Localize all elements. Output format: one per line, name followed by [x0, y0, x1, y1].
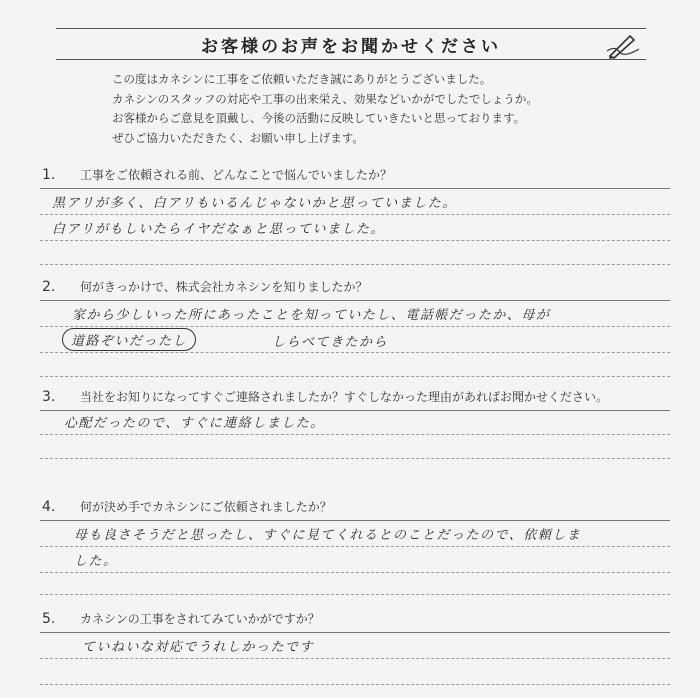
question-1	[40, 166, 670, 266]
answer-line: 黒アリが多く、白アリもいるんじゃないかと思っていました。	[52, 196, 457, 211]
intro-text	[112, 70, 672, 148]
question-3	[40, 388, 670, 468]
pen-icon	[606, 31, 640, 59]
answer-line: 白アリがもしいたらイヤだなぁと思っていました。	[52, 222, 385, 237]
answer-line: した。	[74, 554, 118, 569]
intro-line: ぜひご協力いただきたく、お願い申し上げます。	[112, 130, 364, 145]
intro-line: カネシンのスタッフの対応や工事の出来栄え、効果などいかがでしたでしょうか。	[112, 91, 538, 106]
question-text: 当社をお知りになってすぐご連絡されましたか？すぐしなかった理由があればお聞かせください。	[80, 390, 609, 404]
question-text: カネシンの工事をされてみていかがですか？	[80, 612, 320, 626]
question-5	[40, 610, 670, 694]
question-number: 5.	[42, 611, 56, 627]
intro-line: お客様からご意見を頂戴し、今後の活動に反映していきたいと思っております。	[112, 111, 526, 126]
title-bar	[56, 28, 646, 60]
question-number: 4.	[42, 499, 56, 515]
question-2	[40, 278, 670, 378]
answer-circled: 道路ぞいだったし	[62, 328, 196, 351]
answer-line: 心配だったので、すぐに連絡しました。	[64, 416, 325, 431]
question-text: 何が決め手でカネシンにご依頼されましたか？	[80, 500, 332, 514]
question-text: 何がきっかけで、株式会社カネシンを知りましたか？	[80, 280, 368, 294]
question-number: 2.	[42, 279, 56, 295]
question-4	[40, 498, 670, 598]
answer-line: しらべてきたから	[272, 335, 389, 350]
answer-line: 家から少しいった所にあったことを知っていたし、電話帳だったか、母が	[72, 308, 551, 323]
intro-line: この度はカネシンに工事をご依頼いただき誠にありがとうございました。	[112, 72, 492, 86]
answer-line: ていねいな対応でうれしかったです	[82, 640, 315, 655]
question-number: 3.	[42, 389, 56, 405]
question-text: 工事をご依頼される前、どんなことで悩んでいましたか？	[80, 168, 393, 182]
answer-line: 母も良さそうだと思ったし、すぐに見てくれるとのことだったので、依頼しま	[74, 528, 582, 543]
question-number: 1.	[42, 167, 56, 183]
page-title: お客様のお声をお聞かせください	[201, 36, 501, 57]
